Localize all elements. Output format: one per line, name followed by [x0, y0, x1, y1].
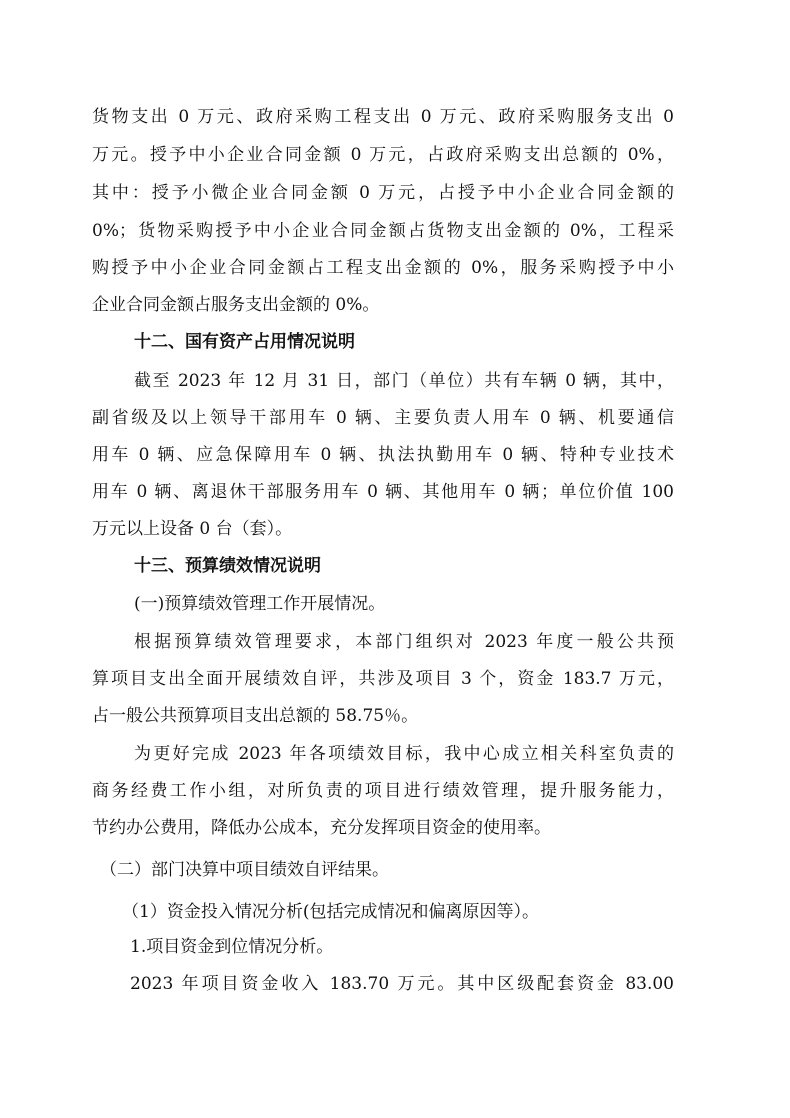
section-heading-13: 十三、预算绩效情况说明: [134, 556, 321, 576]
subsection-heading: （1）资金投入情况分析(包括完成情况和偏离原因等）。: [122, 902, 539, 922]
paragraph-line: 2023 年项目资金收入 183.70 万元。其中区级配套资金 83.00: [130, 974, 674, 994]
paragraph-line: 用车 0 辆、离退休干部服务用车 0 辆、其他用车 0 辆；单位价值 100: [92, 482, 674, 502]
paragraph-line: 根据预算绩效管理要求，本部门组织对 2023 年度一般公共预: [134, 632, 674, 652]
section-heading-12: 十二、国有资产占用情况说明: [134, 332, 355, 352]
subsection-heading: （二）部门决算中项目绩效自评结果。: [100, 860, 389, 880]
paragraph-line: 万元。授予中小企业合同金额 0 万元，占政府采购支出总额的 0%，: [92, 145, 674, 165]
paragraph-line: 商务经费工作小组，对所负责的项目进行绩效管理，提升服务能力，: [92, 781, 674, 801]
subsection-heading: 1.项目资金到位情况分析。: [130, 937, 334, 957]
subsection-heading: (一)预算绩效管理工作开展情况。: [134, 594, 386, 614]
paragraph-line: 截至 2023 年 12 月 31 日，部门（单位）共有车辆 0 辆，其中，: [134, 371, 674, 391]
paragraph-line: 货物支出 0 万元、政府采购工程支出 0 万元、政府采购服务支出 0: [92, 107, 674, 127]
paragraph-line: 用车 0 辆、应急保障用车 0 辆、执法执勤用车 0 辆、特种专业技术: [92, 445, 674, 465]
paragraph-line: 为更好完成 2023 年各项绩效目标，我中心成立相关科室负责的: [134, 744, 674, 764]
paragraph-line: 占一般公共预算项目支出总额的 58.75％。: [92, 706, 419, 726]
paragraph-line: 算项目支出全面开展绩效自评，共涉及项目 3 个，资金 183.7 万元，: [92, 669, 674, 689]
paragraph-line: 万元以上设备 0 台（套）。: [92, 519, 293, 539]
paragraph-line: 副省级及以上领导干部用车 0 辆、主要负责人用车 0 辆、机要通信: [92, 408, 674, 428]
paragraph-line: 购授予中小企业合同金额占工程支出金额的 0%，服务采购授予中小: [92, 258, 674, 278]
paragraph-line: 节约办公费用，降低办公成本，充分发挥项目资金的使用率。: [92, 818, 551, 838]
paragraph-line: 其中：授予小微企业合同金额 0 万元，占授予中小企业合同金额的: [92, 183, 674, 203]
paragraph-line: 0%；货物采购授予中小企业合同金额占货物支出金额的 0%，工程采: [92, 221, 674, 241]
paragraph-line: 企业合同金额占服务支出金额的 0%。: [92, 295, 380, 315]
